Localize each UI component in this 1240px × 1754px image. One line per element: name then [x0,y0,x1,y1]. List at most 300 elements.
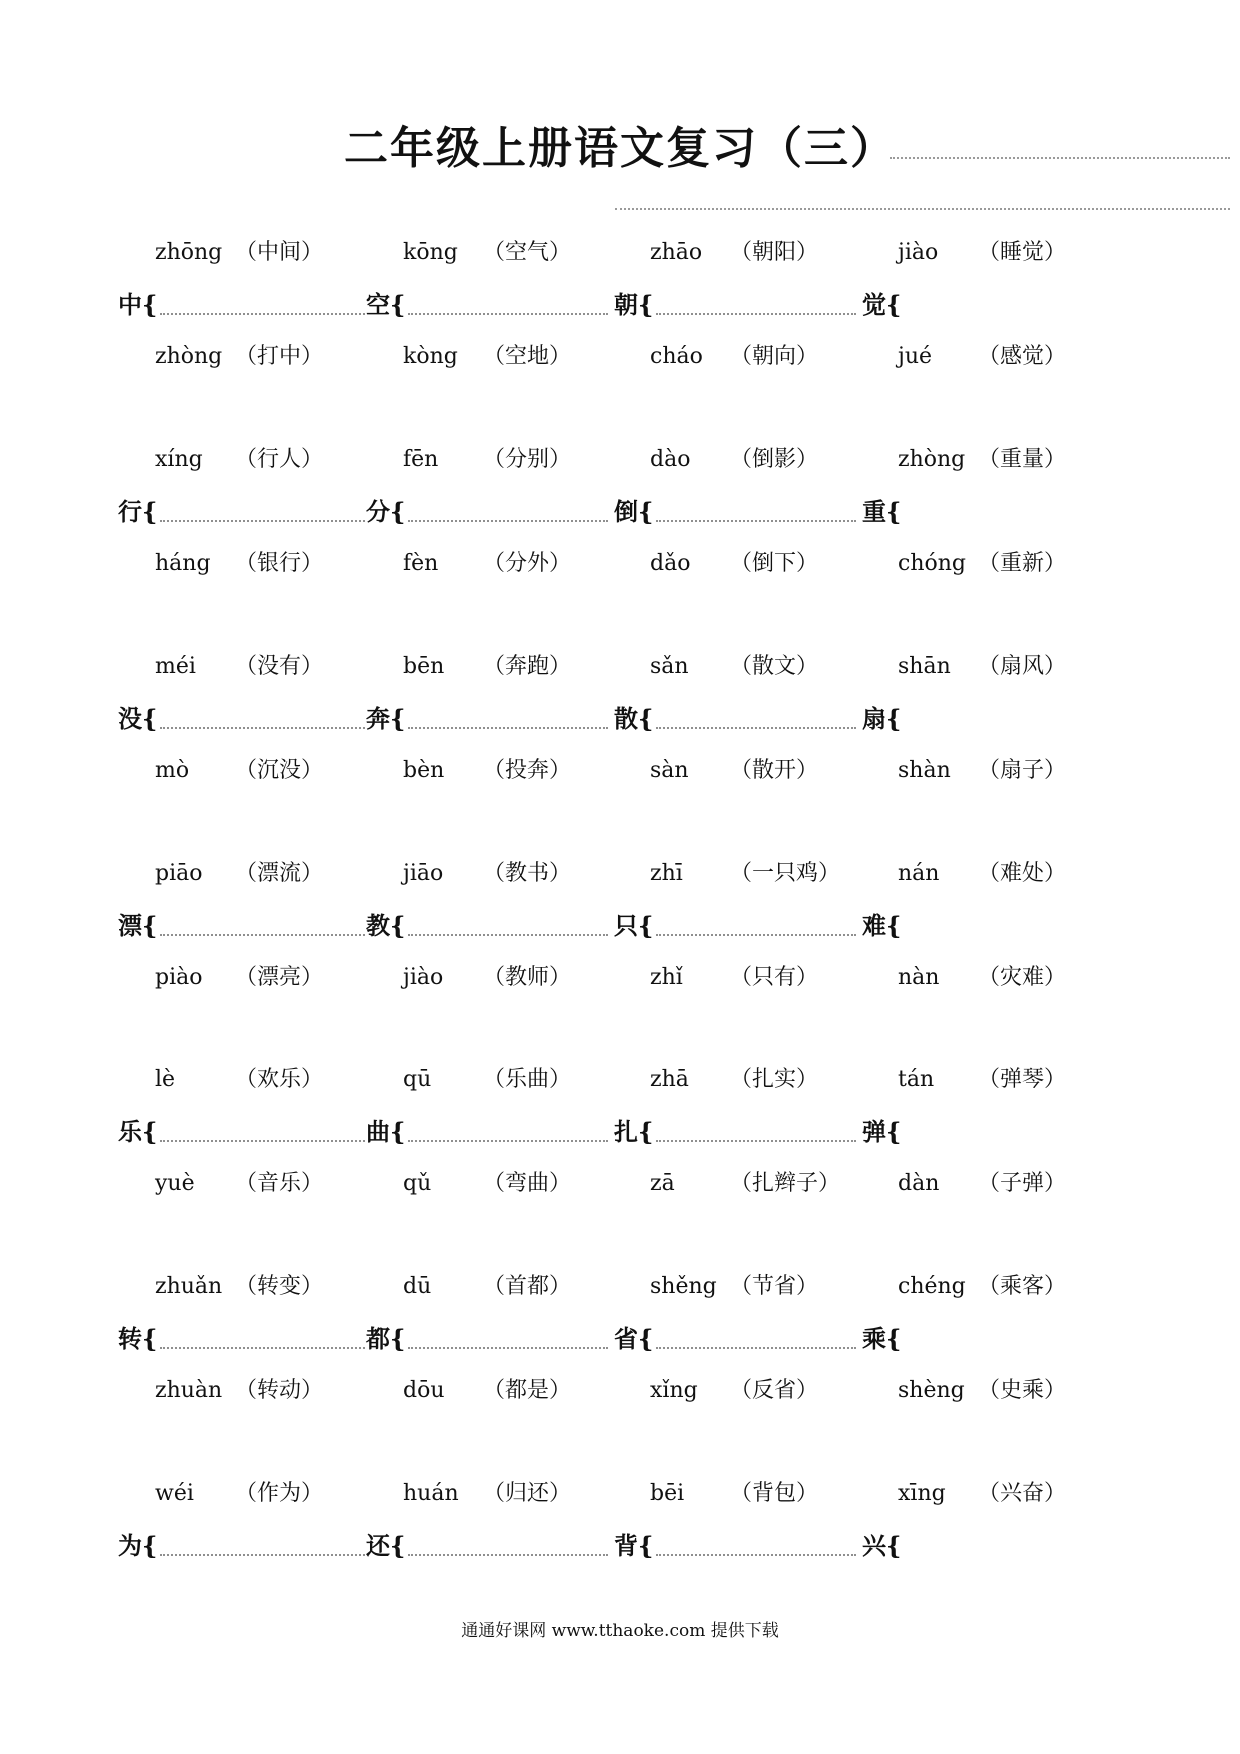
open-paren: （ [483,758,506,783]
character: 朝 [614,290,638,319]
close-paren: ） [1044,240,1067,265]
open-paren: （ [483,240,506,265]
polyphone-character [366,1112,405,1152]
example-word: 分外 [505,551,550,576]
dotted-leader [160,1554,365,1556]
reading-entry [898,854,1066,894]
open-paren: （ [483,1378,506,1403]
open-paren: （ [483,654,506,679]
polyphone-character [862,1319,901,1359]
pinyin: xíng [155,447,203,472]
polyphone-character [366,492,405,532]
brace-icon: { [886,704,902,733]
bottom-reading-row [0,751,1240,791]
reading-entry [898,1164,1066,1204]
example-word: 只有 [752,965,797,990]
brace-icon: { [886,1531,902,1560]
page-title: 二年级上册语文复习（三） [344,123,896,174]
example-word: 重新 [1000,551,1045,576]
character: 兴 [862,1531,886,1560]
pinyin: jué [898,344,933,369]
dotted-leader [160,1347,365,1349]
bottom-reading-row [0,1371,1240,1411]
open-paren: （ [235,1378,258,1403]
character: 教 [366,911,390,940]
close-paren: ） [301,551,324,576]
reading-entry [650,1474,818,1514]
dotted-leader [656,1554,856,1556]
example-word: 教师 [505,965,550,990]
example-word: 乘客 [1000,1274,1045,1299]
polyphone-group [0,440,1240,630]
open-paren: （ [978,654,1001,679]
reading-entry [155,544,323,584]
close-paren: ） [301,1067,324,1092]
pinyin: dǎo [650,551,691,576]
close-paren: ） [301,1378,324,1403]
open-paren: （ [235,1067,258,1092]
example-word: 都是 [505,1378,550,1403]
reading-entry [155,337,323,377]
pinyin: piào [155,965,203,990]
pinyin: zhuǎn [155,1274,223,1299]
reading-entry [898,233,1066,273]
reading-entry [650,854,840,894]
brace-icon: { [390,497,406,526]
close-paren: ） [1044,758,1067,783]
polyphone-character [118,285,157,325]
reading-entry [155,647,323,687]
pinyin: dū [403,1274,432,1299]
reading-entry [898,751,1066,791]
reading-entry [155,1474,323,1514]
character: 转 [118,1324,142,1353]
brace-icon: { [390,1324,406,1353]
character: 难 [862,911,886,940]
pinyin: zā [650,1171,675,1196]
close-paren: ） [301,344,324,369]
close-paren: ） [1044,654,1067,679]
reading-entry [650,1371,818,1411]
reading-entry [898,1267,1066,1307]
reading-entry [155,854,323,894]
polyphone-character [614,906,653,946]
close-paren: ） [1044,447,1067,472]
reading-entry [403,1371,571,1411]
bottom-reading-row [0,337,1240,377]
open-paren: （ [483,447,506,472]
close-paren: ） [301,1171,324,1196]
character: 奔 [366,704,390,733]
open-paren: （ [730,1067,753,1092]
reading-entry [650,440,818,480]
reading-entry [403,1060,571,1100]
pinyin: yuè [155,1171,195,1196]
pinyin: lè [155,1067,176,1092]
brace-icon: { [638,1324,654,1353]
polyphone-character [366,285,405,325]
example-word: 扎实 [752,1067,797,1092]
character: 乘 [862,1324,886,1353]
example-word: 散开 [752,758,797,783]
polyphone-group [0,1060,1240,1250]
example-word: 首都 [505,1274,550,1299]
brace-icon: { [638,704,654,733]
polyphone-character [366,906,405,946]
example-word: 归还 [505,1481,550,1506]
reading-entry [898,958,1066,998]
reading-entry [403,544,571,584]
character-row [0,1319,1240,1359]
example-word: 散文 [752,654,797,679]
top-reading-row [0,854,1240,894]
pinyin: bēi [650,1481,685,1506]
pinyin: zhā [650,1067,689,1092]
open-paren: （ [483,1067,506,1092]
character-row [0,492,1240,532]
character: 中 [118,290,142,319]
polyphone-group [0,647,1240,837]
pinyin: xǐng [650,1378,698,1403]
close-paren: ） [301,447,324,472]
example-word: 扎辫子 [752,1171,819,1196]
reading-entry [650,958,818,998]
polyphone-character [366,699,405,739]
example-word: 打中 [257,344,302,369]
close-paren: ） [796,654,819,679]
example-word: 感觉 [1000,344,1045,369]
open-paren: （ [978,1067,1001,1092]
reading-entry [898,337,1066,377]
open-paren: （ [730,551,753,576]
close-paren: ） [549,654,572,679]
example-word: 倒下 [752,551,797,576]
reading-entry [155,440,323,480]
close-paren: ） [301,758,324,783]
character: 都 [366,1324,390,1353]
example-word: 空气 [505,240,550,265]
character-row [0,906,1240,946]
brace-icon: { [638,497,654,526]
example-word: 重量 [1000,447,1045,472]
example-word: 扇子 [1000,758,1045,783]
close-paren: ） [796,1481,819,1506]
open-paren: （ [978,551,1001,576]
pinyin: qǔ [403,1171,432,1196]
close-paren: ） [796,965,819,990]
pinyin: jiào [898,240,939,265]
pinyin: kōng [403,240,458,265]
open-paren: （ [483,551,506,576]
brace-icon: { [142,1324,158,1353]
close-paren: ） [301,861,324,886]
open-paren: （ [235,240,258,265]
character: 倒 [614,497,638,526]
close-paren: ） [1044,1481,1067,1506]
close-paren: ） [549,965,572,990]
reading-entry [898,647,1066,687]
polyphone-group [0,854,1240,1044]
brace-icon: { [638,1531,654,1560]
open-paren: （ [730,447,753,472]
close-paren: ） [549,447,572,472]
open-paren: （ [235,551,258,576]
polyphone-character [862,492,901,532]
brace-icon: { [142,1117,158,1146]
pinyin: cháo [650,344,703,369]
reading-entry [403,1474,571,1514]
open-paren: （ [730,654,753,679]
polyphone-character [614,1319,653,1359]
brace-icon: { [886,911,902,940]
pinyin: fēn [403,447,439,472]
reading-entry [650,751,818,791]
open-paren: （ [235,447,258,472]
pinyin: bèn [403,758,445,783]
pinyin: fèn [403,551,439,576]
brace-icon: { [390,1117,406,1146]
close-paren: ） [796,1274,819,1299]
brace-icon: { [390,290,406,319]
polyphone-character [614,1526,653,1566]
polyphone-character [118,1319,157,1359]
open-paren: （ [730,1171,753,1196]
polyphone-group [0,1267,1240,1457]
reading-entry [650,544,818,584]
subtitle-dotted-rule [615,208,1230,210]
pinyin: mò [155,758,190,783]
example-word: 作为 [257,1481,302,1506]
dotted-leader [408,313,608,315]
character: 扇 [862,704,886,733]
reading-entry [155,958,323,998]
close-paren: ） [796,447,819,472]
dotted-leader [656,520,856,522]
top-reading-row [0,440,1240,480]
dotted-leader [160,934,365,936]
open-paren: （ [978,1378,1001,1403]
example-word: 史乘 [1000,1378,1045,1403]
example-word: 空地 [505,344,550,369]
reading-entry [155,1164,323,1204]
open-paren: （ [730,1481,753,1506]
pinyin: zhāo [650,240,703,265]
pinyin: sàn [650,758,689,783]
reading-entry [898,544,1066,584]
close-paren: ） [549,758,572,783]
open-paren: （ [978,758,1001,783]
brace-icon: { [886,1324,902,1353]
polyphone-character [862,699,901,739]
open-paren: （ [483,1481,506,1506]
pinyin: kòng [403,344,458,369]
pinyin: dàn [898,1171,940,1196]
reading-entry [155,233,323,273]
example-word: 睡觉 [1000,240,1045,265]
dotted-leader [160,313,365,315]
example-word: 朝向 [752,344,797,369]
open-paren: （ [235,344,258,369]
example-word: 背包 [752,1481,797,1506]
close-paren: ） [796,344,819,369]
close-paren: ） [818,861,841,886]
pinyin: zhuàn [155,1378,223,1403]
character-row [0,699,1240,739]
pinyin: shān [898,654,951,679]
example-word: 没有 [257,654,302,679]
open-paren: （ [978,1274,1001,1299]
close-paren: ） [549,1481,572,1506]
pinyin: zhòng [898,447,966,472]
example-word: 反省 [752,1378,797,1403]
example-word: 一只鸡 [752,861,819,886]
pinyin: zhī [650,861,683,886]
example-word: 扇风 [1000,654,1045,679]
reading-entry [403,647,571,687]
character: 重 [862,497,886,526]
polyphone-character [862,1526,901,1566]
polyphone-character [118,1526,157,1566]
pinyin: wéi [155,1481,194,1506]
close-paren: ） [549,1274,572,1299]
character: 空 [366,290,390,319]
open-paren: （ [483,1274,506,1299]
dotted-leader [160,727,365,729]
bottom-reading-row [0,544,1240,584]
top-reading-row [0,1474,1240,1514]
dotted-leader [408,1140,608,1142]
dotted-leader [656,1140,856,1142]
polyphone-character [862,1112,901,1152]
open-paren: （ [978,240,1001,265]
pinyin: méi [155,654,196,679]
example-word: 沉没 [257,758,302,783]
open-paren: （ [978,1481,1001,1506]
character: 分 [366,497,390,526]
reading-entry [403,1164,571,1204]
example-word: 朝阳 [752,240,797,265]
example-word: 灾难 [1000,965,1045,990]
example-word: 行人 [257,447,302,472]
pinyin: huán [403,1481,459,1506]
close-paren: ） [301,240,324,265]
open-paren: （ [483,965,506,990]
example-word: 兴奋 [1000,1481,1045,1506]
reading-entry [898,1474,1066,1514]
polyphone-character [118,699,157,739]
close-paren: ） [1044,344,1067,369]
dotted-leader [160,1140,365,1142]
dotted-leader [408,520,608,522]
pinyin: xīng [898,1481,946,1506]
close-paren: ） [549,344,572,369]
pinyin: nàn [898,965,940,990]
close-paren: ） [301,654,324,679]
pinyin: shěng [650,1274,717,1299]
example-word: 奔跑 [505,654,550,679]
pinyin: qū [403,1067,432,1092]
dotted-leader [656,313,856,315]
pinyin: shèng [898,1378,965,1403]
brace-icon: { [886,497,902,526]
character: 散 [614,704,638,733]
reading-entry [898,440,1066,480]
reading-entry [650,1267,818,1307]
character: 背 [614,1531,638,1560]
open-paren: （ [235,1171,258,1196]
pinyin: dōu [403,1378,445,1403]
brace-icon: { [390,911,406,940]
example-word: 投奔 [505,758,550,783]
example-word: 倒影 [752,447,797,472]
character-row [0,1112,1240,1152]
dotted-leader [656,727,856,729]
title-dotted-rule [890,157,1230,159]
character: 乐 [118,1117,142,1146]
character: 觉 [862,290,886,319]
example-word: 教书 [505,861,550,886]
reading-entry [650,337,818,377]
pinyin: chéng [898,1274,966,1299]
close-paren: ） [1044,551,1067,576]
open-paren: （ [235,861,258,886]
pinyin: zhǐ [650,965,683,990]
character: 漂 [118,911,142,940]
open-paren: （ [730,758,753,783]
footer-credit: 通通好课网 www.tthaoke.com 提供下载 [461,1621,779,1641]
dotted-leader [160,520,365,522]
example-word: 转动 [257,1378,302,1403]
open-paren: （ [235,965,258,990]
brace-icon: { [142,911,158,940]
brace-icon: { [638,290,654,319]
character: 还 [366,1531,390,1560]
open-paren: （ [730,344,753,369]
reading-entry [403,958,571,998]
close-paren: ） [1044,1171,1067,1196]
open-paren: （ [235,758,258,783]
bottom-reading-row [0,958,1240,998]
brace-icon: { [142,290,158,319]
dotted-leader [408,727,608,729]
example-word: 漂亮 [257,965,302,990]
example-word: 难处 [1000,861,1045,886]
pinyin: zhòng [155,344,223,369]
brace-icon: { [886,290,902,319]
pinyin: sǎn [650,654,689,679]
open-paren: （ [235,1481,258,1506]
open-paren: （ [483,861,506,886]
character: 曲 [366,1117,390,1146]
open-paren: （ [730,1274,753,1299]
brace-icon: { [390,704,406,733]
example-word: 乐曲 [505,1067,550,1092]
dotted-leader [656,1347,856,1349]
close-paren: ） [796,1378,819,1403]
example-word: 弯曲 [505,1171,550,1196]
top-reading-row [0,647,1240,687]
open-paren: （ [730,965,753,990]
close-paren: ） [549,1378,572,1403]
dotted-leader [408,1347,608,1349]
open-paren: （ [978,861,1001,886]
reading-entry [155,1060,323,1100]
close-paren: ） [549,1171,572,1196]
open-paren: （ [483,1171,506,1196]
polyphone-character [118,906,157,946]
brace-icon: { [390,1531,406,1560]
pinyin: jiào [403,965,444,990]
